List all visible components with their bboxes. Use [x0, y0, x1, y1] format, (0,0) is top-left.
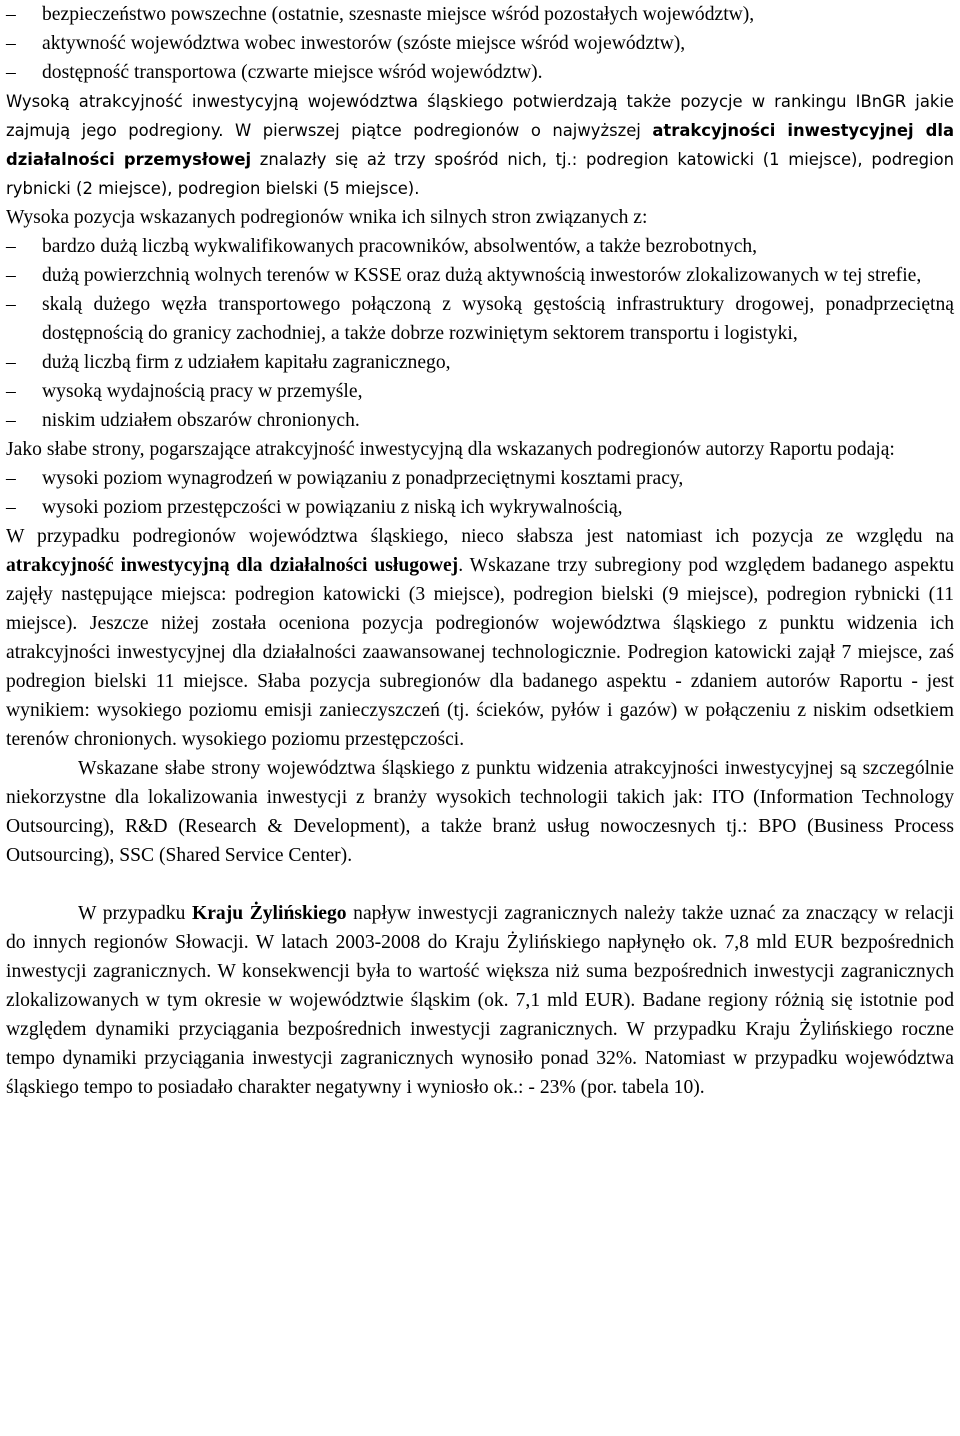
strengths-list-subregions — [6, 232, 954, 435]
weaknesses-list — [6, 464, 954, 522]
dash-bullet: – — [6, 33, 16, 54]
emphasis-industrial-attractiveness: atrakcyjności inwestycyjnej dla działalności przemysłowej — [6, 121, 955, 169]
list-item — [6, 0, 954, 29]
list-item-text: wysoką wydajnością pracy w przemyśle, — [42, 381, 363, 402]
list-item — [6, 232, 954, 261]
list-item — [6, 406, 954, 435]
list-item-text: aktywność województwa wobec inwestorów (szóste miejsce wśród województw), — [42, 33, 686, 54]
list-item-text: wysoki poziom wynagrodzeń w powiązaniu z ponadprzeciętnymi kosztami pracy, — [42, 468, 684, 489]
dash-bullet: – — [6, 4, 16, 25]
list-item — [6, 261, 954, 290]
list-item-text: dużą liczbą firm z udziałem kapitału zagranicznego, — [42, 352, 451, 373]
emphasis-zilina-region: Kraju Żylińskiego — [191, 903, 347, 924]
list-item-text: bezpieczeństwo powszechne (ostatnie, szesnaste miejsce wśród pozostałych województw), — [42, 4, 755, 25]
paragraph-services-attractiveness: W przypadku podregionów województwa śląskiego, nieco słabsza jest natomiast ich pozycja ze względu na atrakcyjność inwestycyjną dla działalności usługowej. Wskazane trzy subregiony pod względem badanego aspektu zajęły następujące miejsca: podregion katowicki (3 miejsce), podregion bielski (9 miejsce), podregion rybnicki (11 miejsce). Jeszcze niżej została oceniona pozycja podregionów województwa śląskiego z punktu widzenia ich atrakcyjności inwestycyjnej dla działalności zaawansowanej technologicznie. Podregion katowicki zajął 7 miejsce, zaś podregion bielski 11 miejsce. Słaba pozycja subregionów dla badanego aspektu - zdaniem autorów Raportu - jest wynikiem: wysokiego poziomu emisji zanieczyszczeń (tj. ścieków, pyłów i gazów) w połączeniu z niskim odsetkiem terenów chronionych. wysokiego poziomu przestępczości. — [6, 526, 955, 750]
paragraph-subregions-industry: Wysoką atrakcyjność inwestycyjną województwa śląskiego potwierdzają także pozycje w rankingu IBnGR jakie zajmują jego podregiony. W pierwszej piątce podregionów o najwyższej atrakcyjności inwestycyjnej dla działalności przemysłowej znalazły się aż trzy spośród nich, tj.: podregion katowicki (1 miejsce), podregion rybnicki (2 miejsce), podregion bielski (5 miejsce). — [6, 92, 955, 198]
list-item — [6, 493, 954, 522]
dash-bullet: – — [6, 468, 16, 489]
paragraph-spacer — [6, 870, 954, 899]
document-page — [6, 0, 954, 1102]
paragraph-high-tech-weaknesses: Wskazane słabe strony województwa śląskiego z punktu widzenia atrakcyjności inwestycyjnej są szczególnie niekorzystne dla lokalizowania inwestycji z branży wysokich technologii takich jak: ITO (Information Technology Outsourcing), R&D (Research & Development), a także branż usług nowoczesnych tj.: BPO (Business Process Outsourcing), SSC (Shared Service Center). — [6, 758, 954, 866]
list-item — [6, 290, 954, 348]
list-item-text: niskim udziałem obszarów chronionych. — [42, 410, 360, 431]
list-item — [6, 377, 954, 406]
dash-bullet: – — [6, 381, 16, 402]
list-item-text: skalą dużego węzła transportowego połączoną z wysoką gęstością infrastruktury drogowej, ponadprzeciętną dostępnością do granicy zachodniej, a także dobrze rozwiniętym sektorem transportu i logistyki, — [42, 294, 954, 344]
dash-bullet: – — [6, 62, 16, 83]
dash-bullet: – — [6, 236, 16, 257]
dash-bullet: – — [6, 294, 16, 315]
list-item-text: bardzo dużą liczbą wykwalifikowanych pracowników, absolwentów, a także bezrobotnych, — [42, 236, 758, 257]
list-item-text: wysoki poziom przestępczości w powiązaniu z niską ich wykrywalnością, — [42, 497, 623, 518]
emphasis-services-attractiveness: atrakcyjność inwestycyjną dla działalności usługowej — [6, 555, 459, 576]
dash-bullet: – — [6, 497, 16, 518]
dash-bullet: – — [6, 352, 16, 373]
list-item — [6, 58, 954, 87]
list-item — [6, 464, 954, 493]
paragraph-strengths-intro: Wysoka pozycja wskazanych podregionów wnika ich silnych stron związanych z: — [6, 207, 648, 228]
list-item-text: dużą powierzchnią wolnych terenów w KSSE oraz dużą aktywnością inwestorów zlokalizowanych w tej strefie, — [42, 265, 922, 286]
list-item-text: dostępność transportowa (czwarte miejsce wśród województw). — [42, 62, 543, 83]
strengths-list-voivodeship — [6, 0, 954, 87]
dash-bullet: – — [6, 410, 16, 431]
list-item — [6, 29, 954, 58]
paragraph-weaknesses-intro: Jako słabe strony, pogarszające atrakcyjność inwestycyjną dla wskazanych podregionów autorzy Raportu podają: — [6, 439, 895, 460]
dash-bullet: – — [6, 265, 16, 286]
list-item — [6, 348, 954, 377]
paragraph-zilina-region: W przypadku Kraju Żylińskiego napływ inwestycji zagranicznych należy także uznać za znaczący w relacji do innych regionów Słowacji. W latach 2003-2008 do Kraju Żylińskiego napłynęło ok. 7,8 mld EUR bezpośrednich inwestycji zagranicznych. W konsekwencji była to wartość większa niż suma bezpośrednich inwestycji zagranicznych zlokalizowanych w tym okresie w województwie śląskim (ok. 7,1 mld EUR). Badane regiony różnią się istotnie pod względem dynamiki przyciągania bezpośrednich inwestycji zagranicznych. W przypadku Kraju Żylińskiego roczne tempo dynamiki przyciągania inwestycji zagranicznych wynosiło ponad 32%. Natomiast w przypadku województwa śląskiego tempo to posiadało charakter negatywny i wyniosło ok.: - 23% (por. tabela 10). — [6, 903, 954, 1098]
